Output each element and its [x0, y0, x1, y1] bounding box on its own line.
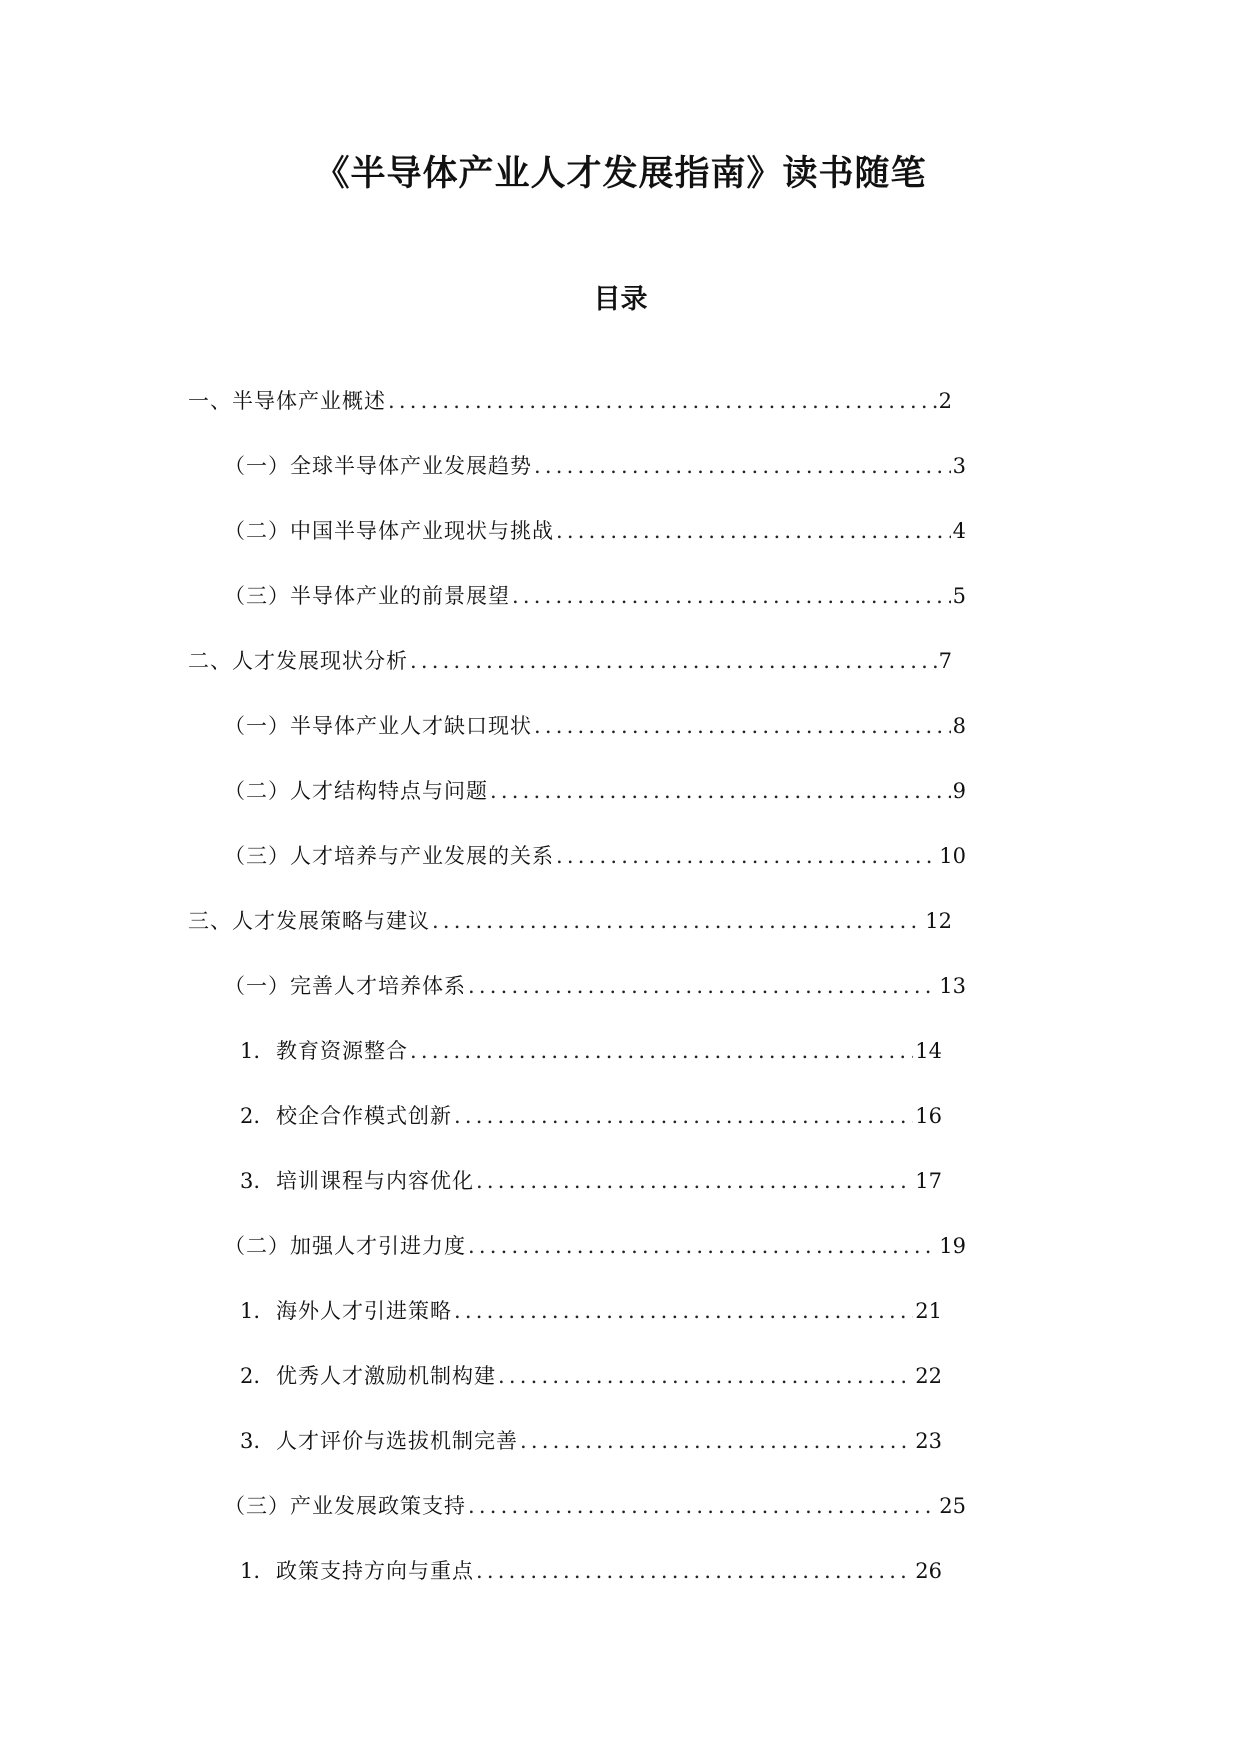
toc-entry-number: 1.	[240, 1299, 261, 1323]
toc-page-number: 3	[952, 454, 966, 478]
toc-entry[interactable]	[240, 1036, 942, 1101]
toc-dot-leader	[410, 646, 937, 676]
toc-entry-title: 海外人才引进策略	[276, 1299, 452, 1323]
toc-entry-number: 2.	[240, 1104, 261, 1128]
toc-entry-title: （一）半导体产业人才缺口现状	[224, 714, 532, 738]
toc-entry-title: （三）半导体产业的前景展望	[224, 584, 510, 608]
toc-entry-title: 教育资源整合	[276, 1039, 408, 1063]
table-of-contents	[0, 386, 1241, 1621]
toc-dot-leader	[454, 1101, 913, 1131]
toc-dot-leader	[534, 711, 951, 741]
toc-dot-leader	[498, 1361, 913, 1391]
toc-page-number: 25	[939, 1494, 966, 1518]
toc-dot-leader	[432, 906, 923, 936]
toc-entry[interactable]	[188, 906, 952, 971]
toc-page-number: 2	[938, 389, 952, 413]
toc-dot-leader	[410, 1036, 913, 1066]
toc-entry[interactable]	[224, 1231, 966, 1296]
toc-entry-title: （二）人才结构特点与问题	[224, 779, 488, 803]
toc-entry-title: 政策支持方向与重点	[276, 1559, 474, 1583]
toc-entry-number: 1.	[240, 1559, 261, 1583]
toc-dot-leader	[520, 1426, 913, 1456]
toc-entry-title: 三、人才发展策略与建议	[188, 909, 430, 933]
toc-dot-leader	[476, 1556, 913, 1586]
toc-entry[interactable]	[240, 1101, 942, 1166]
toc-entry-number: 1.	[240, 1039, 261, 1063]
toc-entry[interactable]	[240, 1296, 942, 1361]
toc-entry[interactable]	[188, 386, 952, 451]
toc-page-number: 16	[915, 1104, 942, 1128]
toc-entry[interactable]	[224, 516, 966, 581]
toc-entry-title: （二）中国半导体产业现状与挑战	[224, 519, 554, 543]
toc-dot-leader	[468, 1491, 937, 1521]
toc-entry[interactable]	[224, 1491, 966, 1556]
toc-entry[interactable]	[224, 451, 966, 516]
toc-page-number: 13	[939, 974, 966, 998]
toc-entry[interactable]	[240, 1556, 942, 1621]
toc-entry-title: （一）全球半导体产业发展趋势	[224, 454, 532, 478]
toc-page-number: 9	[952, 779, 966, 803]
toc-entry-number: 2.	[240, 1364, 261, 1388]
toc-entry-number: 3.	[240, 1169, 261, 1193]
toc-page-number: 21	[915, 1299, 942, 1323]
toc-entry-title: 优秀人才激励机制构建	[276, 1364, 496, 1388]
document-title: 《半导体产业人才发展指南》读书随笔	[314, 154, 927, 194]
toc-dot-leader	[512, 581, 951, 611]
toc-page-number: 7	[938, 649, 952, 673]
toc-entry-title: 一、半导体产业概述	[188, 389, 386, 413]
toc-entry-title: （三）人才培养与产业发展的关系	[224, 844, 554, 868]
toc-dot-leader	[556, 516, 951, 546]
toc-entry-title: （三）产业发展政策支持	[224, 1494, 466, 1518]
toc-dot-leader	[534, 451, 951, 481]
toc-entry[interactable]	[224, 776, 966, 841]
toc-page-number: 17	[915, 1169, 942, 1193]
toc-entry[interactable]	[188, 646, 952, 711]
toc-dot-leader	[468, 971, 937, 1001]
toc-entry[interactable]	[240, 1361, 942, 1426]
toc-entry[interactable]	[224, 711, 966, 776]
toc-page-number: 19	[939, 1234, 966, 1258]
toc-entry[interactable]	[240, 1426, 942, 1491]
toc-entry[interactable]	[224, 841, 966, 906]
toc-entry-title: 培训课程与内容优化	[276, 1169, 474, 1193]
toc-entry[interactable]	[224, 581, 966, 646]
toc-entry-title: 二、人才发展现状分析	[188, 649, 408, 673]
toc-entry-title: 校企合作模式创新	[276, 1104, 452, 1128]
toc-entry[interactable]	[240, 1166, 942, 1231]
toc-dot-leader	[454, 1296, 913, 1326]
toc-entry-title: 人才评价与选拔机制完善	[276, 1429, 518, 1453]
toc-page-number: 10	[939, 844, 966, 868]
toc-entry-title: （一）完善人才培养体系	[224, 974, 466, 998]
toc-dot-leader	[468, 1231, 937, 1261]
toc-dot-leader	[490, 776, 951, 806]
toc-page-number: 23	[915, 1429, 942, 1453]
toc-page-number: 8	[952, 714, 966, 738]
toc-page-number: 26	[915, 1559, 942, 1583]
toc-page-number: 5	[952, 584, 966, 608]
toc-page-number: 14	[915, 1039, 942, 1063]
toc-page-number: 4	[952, 519, 966, 543]
toc-page-number: 12	[925, 909, 952, 933]
toc-heading: 目录	[593, 284, 648, 315]
toc-dot-leader	[476, 1166, 913, 1196]
toc-dot-leader	[556, 841, 937, 871]
toc-dot-leader	[388, 386, 937, 416]
toc-entry-number: 3.	[240, 1429, 261, 1453]
toc-page-number: 22	[915, 1364, 942, 1388]
toc-entry[interactable]	[224, 971, 966, 1036]
toc-entry-title: （二）加强人才引进力度	[224, 1234, 466, 1258]
